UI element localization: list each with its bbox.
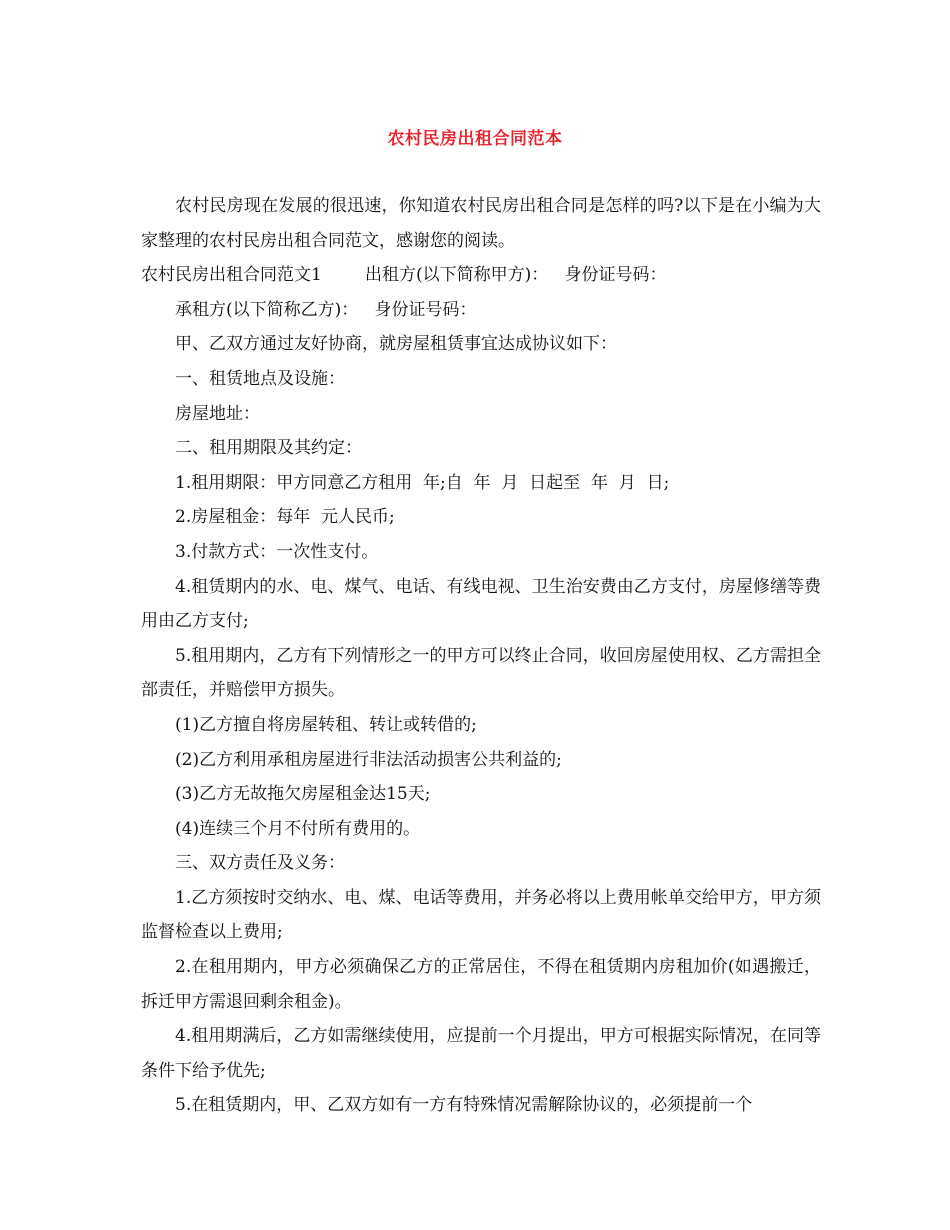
document-body (141, 189, 821, 1123)
section-heading-location: 一、租赁地点及设施： (175, 368, 345, 389)
clause-rent: 2.房屋租金：每年 元人民币; (175, 507, 395, 528)
clause-utilities: 4.租赁期内的水、电、煤气、电话、有线电视、卫生治安费由乙方支付，房屋修缮等费用由乙方支付; (141, 576, 821, 632)
sub-clause-3: (3)乙方无故拖欠房屋租金达15天; (175, 784, 431, 805)
paragraph-agreement: 甲、乙双方通过友好协商，就房屋租赁事宜达成协议如下： (175, 334, 617, 355)
section-heading-duties: 三、双方责任及义务： (175, 853, 345, 874)
sub-clause-1: (1)乙方擅自将房屋转租、转让或转借的; (175, 714, 477, 735)
duty-clause-4: 4.租用期满后，乙方如需继续使用，应提前一个月提出，甲方可根据实际情况，在同等条件下给予优先; (141, 1026, 821, 1081)
sub-clause-4: (4)连续三个月不付所有费用的。 (175, 818, 421, 839)
clause-term: 1.租用期限：甲方同意乙方租用 年;自 年 月 日起至 年 月 日; (175, 472, 670, 493)
paragraph-intro: 农村民房现在发展的很迅速，你知道农村民房出租合同是怎样的吗?以下是在小编为大家整理的农村民房出租合同范文，感谢您的阅读。 (141, 196, 821, 251)
clause-payment: 3.付款方式：一次性支付。 (175, 541, 379, 562)
sub-clause-2: (2)乙方利用承租房屋进行非法活动损害公共利益的; (175, 749, 562, 770)
paragraph-address: 房屋地址： (175, 403, 260, 424)
duty-clause-2: 2.在租用期内，甲方必须确保乙方的正常居住，不得在租赁期内房租加价(如遇搬迁，拆迁甲方需退回剩余租金)。 (141, 957, 821, 1012)
duty-clause-1: 1.乙方须按时交纳水、电、煤、电话等费用，并务必将以上费用帐单交给甲方，甲方须监督检查以上费用; (141, 887, 821, 943)
paragraph-lessee: 承租方(以下简称乙方)： 身份证号码： (175, 299, 477, 320)
clause-termination: 5.租用期内，乙方有下列情形之一的甲方可以终止合同，收回房屋使用权、乙方需担全部责任，并赔偿甲方损失。 (141, 645, 821, 701)
duty-clause-5: 5.在租赁期内，甲、乙双方如有一方有特殊情况需解除协议的，必须提前一个 (175, 1095, 753, 1116)
section-heading-term: 二、租用期限及其约定： (175, 438, 362, 459)
paragraph-lessor: 农村民房出租合同范文1 出租方(以下简称甲方)： 身份证号码： (141, 265, 667, 286)
document-title: 农村民房出租合同范本 (387, 129, 563, 149)
